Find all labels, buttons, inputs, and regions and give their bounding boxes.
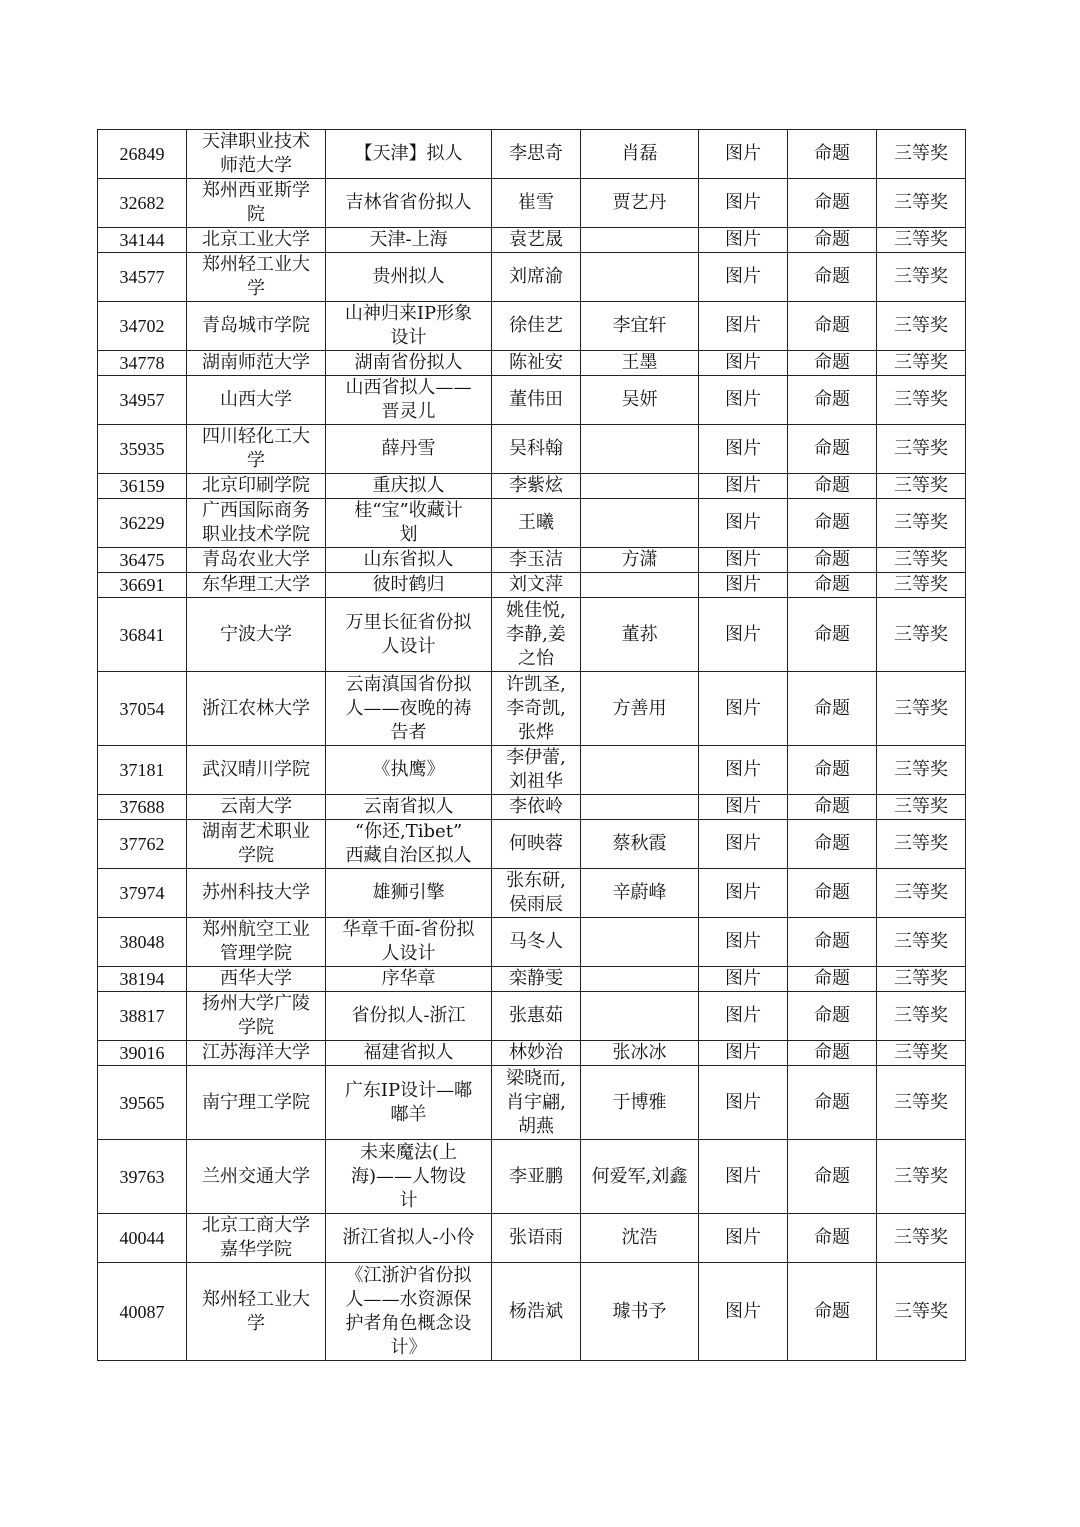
- track-cell: 命题: [788, 795, 877, 820]
- award-cell: 三等奖: [877, 598, 966, 672]
- track-cell: 命题: [788, 253, 877, 302]
- table-row: [98, 228, 966, 253]
- award-cell: 三等奖: [877, 425, 966, 474]
- entry-id-cell: 34702: [98, 302, 187, 351]
- table-row: [98, 499, 966, 548]
- entry-id-cell: 36841: [98, 598, 187, 672]
- authors-cell: 张惠茹: [492, 992, 581, 1041]
- award-cell: 三等奖: [877, 1140, 966, 1214]
- award-cell: 三等奖: [877, 351, 966, 376]
- work-title-cell: 重庆拟人: [326, 474, 492, 499]
- entry-id-cell: 37181: [98, 746, 187, 795]
- category-cell: 图片: [699, 795, 788, 820]
- category-cell: 图片: [699, 548, 788, 573]
- entry-id-cell: 37688: [98, 795, 187, 820]
- entry-id-cell: 36691: [98, 573, 187, 598]
- work-title-cell: 《执鹰》: [326, 746, 492, 795]
- track-cell: 命题: [788, 130, 877, 179]
- authors-cell: 崔雪: [492, 179, 581, 228]
- category-cell: 图片: [699, 130, 788, 179]
- table-row: [98, 672, 966, 746]
- track-cell: 命题: [788, 672, 877, 746]
- track-cell: 命题: [788, 598, 877, 672]
- category-cell: 图片: [699, 573, 788, 598]
- advisor-cell: 吴妍: [581, 376, 699, 425]
- award-cell: 三等奖: [877, 253, 966, 302]
- track-cell: 命题: [788, 376, 877, 425]
- school-cell: 宁波大学: [187, 598, 326, 672]
- advisor-cell: [581, 474, 699, 499]
- award-cell: 三等奖: [877, 820, 966, 869]
- advisor-cell: [581, 573, 699, 598]
- award-cell: 三等奖: [877, 499, 966, 548]
- track-cell: 命题: [788, 351, 877, 376]
- work-title-cell: 福建省拟人: [326, 1041, 492, 1066]
- work-title-cell: 《江浙沪省份拟 人——水资源保 护者角色概念设 计》: [326, 1263, 492, 1361]
- entry-id-cell: 26849: [98, 130, 187, 179]
- track-cell: 命题: [788, 302, 877, 351]
- advisor-cell: 方善用: [581, 672, 699, 746]
- school-cell: 郑州轻工业大 学: [187, 1263, 326, 1361]
- category-cell: 图片: [699, 351, 788, 376]
- table-row: [98, 302, 966, 351]
- track-cell: 命题: [788, 474, 877, 499]
- award-cell: 三等奖: [877, 992, 966, 1041]
- category-cell: 图片: [699, 598, 788, 672]
- award-cell: 三等奖: [877, 548, 966, 573]
- award-table: [97, 129, 966, 1361]
- category-cell: 图片: [699, 179, 788, 228]
- category-cell: 图片: [699, 376, 788, 425]
- authors-cell: 何映蓉: [492, 820, 581, 869]
- category-cell: 图片: [699, 1066, 788, 1140]
- advisor-cell: [581, 746, 699, 795]
- work-title-cell: 云南省拟人: [326, 795, 492, 820]
- track-cell: 命题: [788, 820, 877, 869]
- work-title-cell: 序华章: [326, 967, 492, 992]
- school-cell: 兰州交通大学: [187, 1140, 326, 1214]
- award-cell: 三等奖: [877, 672, 966, 746]
- authors-cell: 李紫炫: [492, 474, 581, 499]
- table-row: [98, 474, 966, 499]
- school-cell: 湖南艺术职业 学院: [187, 820, 326, 869]
- table-row: [98, 820, 966, 869]
- track-cell: 命题: [788, 1214, 877, 1263]
- award-cell: 三等奖: [877, 1214, 966, 1263]
- category-cell: 图片: [699, 1041, 788, 1066]
- work-title-cell: 湖南省份拟人: [326, 351, 492, 376]
- table-row: [98, 1140, 966, 1214]
- school-cell: 湖南师范大学: [187, 351, 326, 376]
- work-title-cell: 万里长征省份拟 人设计: [326, 598, 492, 672]
- advisor-cell: 于博雅: [581, 1066, 699, 1140]
- table-row: [98, 253, 966, 302]
- table-row: [98, 967, 966, 992]
- category-cell: 图片: [699, 746, 788, 795]
- school-cell: 苏州科技大学: [187, 869, 326, 918]
- entry-id-cell: 40087: [98, 1263, 187, 1361]
- authors-cell: 栾静雯: [492, 967, 581, 992]
- table-row: [98, 351, 966, 376]
- track-cell: 命题: [788, 1066, 877, 1140]
- category-cell: 图片: [699, 228, 788, 253]
- school-cell: 青岛农业大学: [187, 548, 326, 573]
- category-cell: 图片: [699, 253, 788, 302]
- award-cell: 三等奖: [877, 967, 966, 992]
- table-row: [98, 425, 966, 474]
- advisor-cell: [581, 253, 699, 302]
- school-cell: 天津职业技术 师范大学: [187, 130, 326, 179]
- advisor-cell: [581, 992, 699, 1041]
- work-title-cell: 贵州拟人: [326, 253, 492, 302]
- track-cell: 命题: [788, 967, 877, 992]
- authors-cell: 陈祉安: [492, 351, 581, 376]
- award-cell: 三等奖: [877, 376, 966, 425]
- entry-id-cell: 32682: [98, 179, 187, 228]
- category-cell: 图片: [699, 1214, 788, 1263]
- entry-id-cell: 36475: [98, 548, 187, 573]
- table-row: [98, 179, 966, 228]
- advisor-cell: 方潇: [581, 548, 699, 573]
- award-cell: 三等奖: [877, 1041, 966, 1066]
- advisor-cell: [581, 499, 699, 548]
- work-title-cell: 雄狮引擎: [326, 869, 492, 918]
- table-row: [98, 1066, 966, 1140]
- table-row: [98, 1041, 966, 1066]
- category-cell: 图片: [699, 1263, 788, 1361]
- award-cell: 三等奖: [877, 130, 966, 179]
- table-row: [98, 795, 966, 820]
- track-cell: 命题: [788, 1041, 877, 1066]
- entry-id-cell: 37762: [98, 820, 187, 869]
- authors-cell: 李思奇: [492, 130, 581, 179]
- authors-cell: 王曦: [492, 499, 581, 548]
- work-title-cell: 桂“宝”收藏计 划: [326, 499, 492, 548]
- award-cell: 三等奖: [877, 302, 966, 351]
- category-cell: 图片: [699, 474, 788, 499]
- advisor-cell: 李宜轩: [581, 302, 699, 351]
- award-cell: 三等奖: [877, 1066, 966, 1140]
- authors-cell: 吴科翰: [492, 425, 581, 474]
- work-title-cell: 山东省拟人: [326, 548, 492, 573]
- table-row: [98, 598, 966, 672]
- work-title-cell: 彼时鹤归: [326, 573, 492, 598]
- category-cell: 图片: [699, 672, 788, 746]
- work-title-cell: 华章千面-省份拟 人设计: [326, 918, 492, 967]
- work-title-cell: 未来魔法(上 海)——人物设 计: [326, 1140, 492, 1214]
- table-row: [98, 918, 966, 967]
- entry-id-cell: 38194: [98, 967, 187, 992]
- track-cell: 命题: [788, 548, 877, 573]
- school-cell: 郑州西亚斯学 院: [187, 179, 326, 228]
- school-cell: 青岛城市学院: [187, 302, 326, 351]
- entry-id-cell: 37054: [98, 672, 187, 746]
- award-cell: 三等奖: [877, 795, 966, 820]
- authors-cell: 梁晓而, 肖宇翩, 胡燕: [492, 1066, 581, 1140]
- category-cell: 图片: [699, 302, 788, 351]
- track-cell: 命题: [788, 992, 877, 1041]
- authors-cell: 许凯圣, 李奇凯, 张烨: [492, 672, 581, 746]
- advisor-cell: [581, 425, 699, 474]
- authors-cell: 刘席渝: [492, 253, 581, 302]
- track-cell: 命题: [788, 573, 877, 598]
- authors-cell: 徐佳艺: [492, 302, 581, 351]
- table-row: [98, 376, 966, 425]
- entry-id-cell: 38817: [98, 992, 187, 1041]
- advisor-cell: 贾艺丹: [581, 179, 699, 228]
- track-cell: 命题: [788, 1140, 877, 1214]
- school-cell: 北京工业大学: [187, 228, 326, 253]
- table-row: [98, 573, 966, 598]
- category-cell: 图片: [699, 425, 788, 474]
- work-title-cell: 省份拟人-浙江: [326, 992, 492, 1041]
- authors-cell: 林妙治: [492, 1041, 581, 1066]
- authors-cell: 杨浩斌: [492, 1263, 581, 1361]
- school-cell: 武汉晴川学院: [187, 746, 326, 795]
- award-cell: 三等奖: [877, 573, 966, 598]
- award-cell: 三等奖: [877, 474, 966, 499]
- table-row: [98, 746, 966, 795]
- category-cell: 图片: [699, 992, 788, 1041]
- advisor-cell: [581, 918, 699, 967]
- track-cell: 命题: [788, 869, 877, 918]
- school-cell: 西华大学: [187, 967, 326, 992]
- category-cell: 图片: [699, 820, 788, 869]
- table-row: [98, 1214, 966, 1263]
- table-row: [98, 548, 966, 573]
- table-row: [98, 869, 966, 918]
- award-cell: 三等奖: [877, 1263, 966, 1361]
- school-cell: 广西国际商务 职业技术学院: [187, 499, 326, 548]
- advisor-cell: [581, 795, 699, 820]
- award-cell: 三等奖: [877, 179, 966, 228]
- school-cell: 南宁理工学院: [187, 1066, 326, 1140]
- work-title-cell: 【天津】拟人: [326, 130, 492, 179]
- school-cell: 江苏海洋大学: [187, 1041, 326, 1066]
- entry-id-cell: 36229: [98, 499, 187, 548]
- authors-cell: 刘文萍: [492, 573, 581, 598]
- entry-id-cell: 38048: [98, 918, 187, 967]
- authors-cell: 袁艺晟: [492, 228, 581, 253]
- work-title-cell: “你还,Tibet” 西藏自治区拟人: [326, 820, 492, 869]
- advisor-cell: 蔡秋霞: [581, 820, 699, 869]
- advisor-cell: 何爱军,刘鑫: [581, 1140, 699, 1214]
- entry-id-cell: 34957: [98, 376, 187, 425]
- authors-cell: 张语雨: [492, 1214, 581, 1263]
- work-title-cell: 广东IP设计—嘟 嘟羊: [326, 1066, 492, 1140]
- school-cell: 云南大学: [187, 795, 326, 820]
- advisor-cell: 璩书予: [581, 1263, 699, 1361]
- category-cell: 图片: [699, 967, 788, 992]
- category-cell: 图片: [699, 869, 788, 918]
- advisor-cell: [581, 967, 699, 992]
- entry-id-cell: 40044: [98, 1214, 187, 1263]
- authors-cell: 张东研, 侯雨辰: [492, 869, 581, 918]
- advisor-cell: 董荪: [581, 598, 699, 672]
- school-cell: 扬州大学广陵 学院: [187, 992, 326, 1041]
- award-cell: 三等奖: [877, 746, 966, 795]
- advisor-cell: 沈浩: [581, 1214, 699, 1263]
- school-cell: 东华理工大学: [187, 573, 326, 598]
- table-row: [98, 1263, 966, 1361]
- table-body: [98, 130, 966, 1361]
- entry-id-cell: 37974: [98, 869, 187, 918]
- school-cell: 北京工商大学 嘉华学院: [187, 1214, 326, 1263]
- authors-cell: 董伟田: [492, 376, 581, 425]
- authors-cell: 李玉洁: [492, 548, 581, 573]
- track-cell: 命题: [788, 228, 877, 253]
- advisor-cell: 张冰冰: [581, 1041, 699, 1066]
- school-cell: 北京印刷学院: [187, 474, 326, 499]
- school-cell: 郑州航空工业 管理学院: [187, 918, 326, 967]
- award-cell: 三等奖: [877, 918, 966, 967]
- table-row: [98, 130, 966, 179]
- entry-id-cell: 34778: [98, 351, 187, 376]
- advisor-cell: [581, 228, 699, 253]
- category-cell: 图片: [699, 1140, 788, 1214]
- entry-id-cell: 35935: [98, 425, 187, 474]
- entry-id-cell: 39016: [98, 1041, 187, 1066]
- track-cell: 命题: [788, 746, 877, 795]
- entry-id-cell: 39565: [98, 1066, 187, 1140]
- track-cell: 命题: [788, 1263, 877, 1361]
- track-cell: 命题: [788, 499, 877, 548]
- advisor-cell: 肖磊: [581, 130, 699, 179]
- category-cell: 图片: [699, 499, 788, 548]
- work-title-cell: 云南滇国省份拟 人——夜晚的祷 告者: [326, 672, 492, 746]
- work-title-cell: 浙江省拟人-小伶: [326, 1214, 492, 1263]
- authors-cell: 李依岭: [492, 795, 581, 820]
- advisor-cell: 王墨: [581, 351, 699, 376]
- award-cell: 三等奖: [877, 228, 966, 253]
- track-cell: 命题: [788, 179, 877, 228]
- entry-id-cell: 39763: [98, 1140, 187, 1214]
- authors-cell: 李伊蕾, 刘祖华: [492, 746, 581, 795]
- award-cell: 三等奖: [877, 869, 966, 918]
- school-cell: 山西大学: [187, 376, 326, 425]
- work-title-cell: 吉林省省份拟人: [326, 179, 492, 228]
- work-title-cell: 天津-上海: [326, 228, 492, 253]
- authors-cell: 李亚鹏: [492, 1140, 581, 1214]
- school-cell: 四川轻化工大 学: [187, 425, 326, 474]
- authors-cell: 姚佳悦, 李静,姜 之怡: [492, 598, 581, 672]
- work-title-cell: 薛丹雪: [326, 425, 492, 474]
- school-cell: 浙江农林大学: [187, 672, 326, 746]
- track-cell: 命题: [788, 425, 877, 474]
- school-cell: 郑州轻工业大 学: [187, 253, 326, 302]
- category-cell: 图片: [699, 918, 788, 967]
- entry-id-cell: 34577: [98, 253, 187, 302]
- entry-id-cell: 36159: [98, 474, 187, 499]
- work-title-cell: 山西省拟人—— 晋灵儿: [326, 376, 492, 425]
- entry-id-cell: 34144: [98, 228, 187, 253]
- track-cell: 命题: [788, 918, 877, 967]
- advisor-cell: 辛蔚峰: [581, 869, 699, 918]
- work-title-cell: 山神归来IP形象 设计: [326, 302, 492, 351]
- authors-cell: 马冬人: [492, 918, 581, 967]
- table-row: [98, 992, 966, 1041]
